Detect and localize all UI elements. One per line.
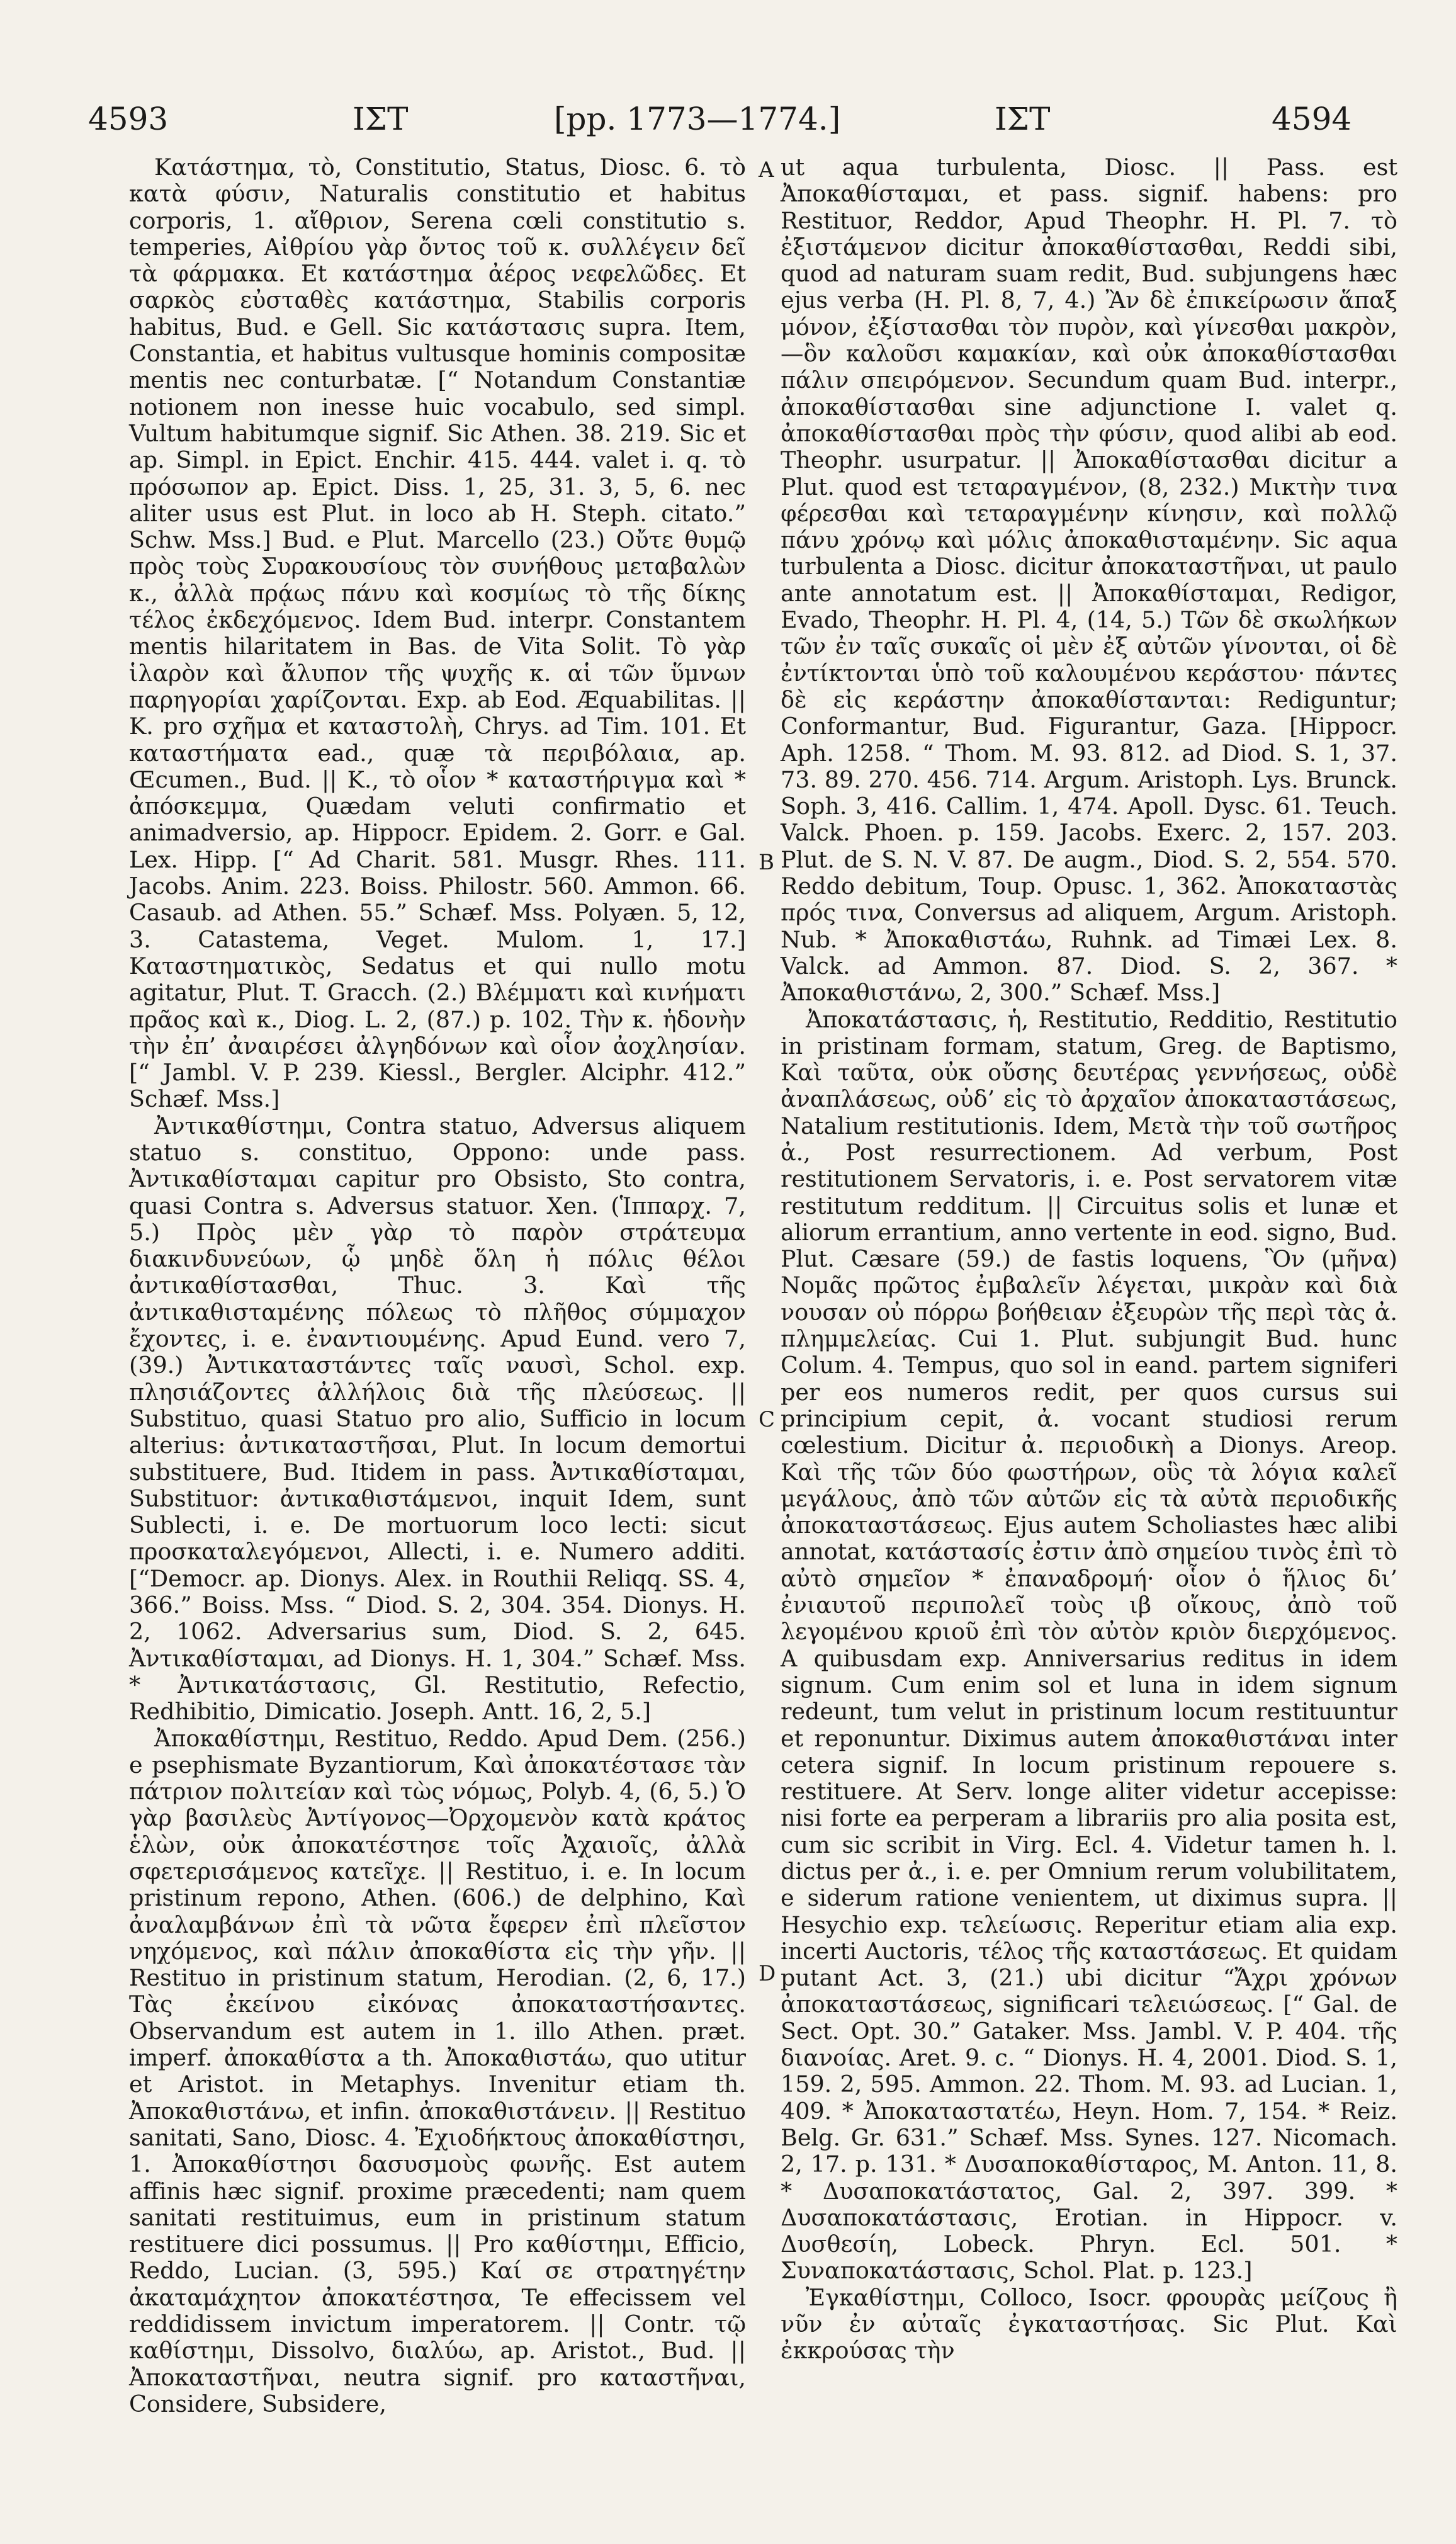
entry-apokatastasis: Ἀποκατάστασις, ἡ, Restitutio, Redditio, Restitutio in pristinam formam, statum, Greg. de Baptismo, Καὶ ταῦτα, οὐκ οὔσης δευτέρας γεννήσεως, οὐδὲ ἀναπλάσεως, οὐδ’ εἰς τὸ ἀρχαῖον ἀποκαταστάσεως, Natalium restitutionis. Idem, Μετὰ τὴν τοῦ σωτῆρος ἀ., Post resurrectionem. Ad verbum, Post restitutionem Servatoris, i. e. Post servatorem vitæ restitutum redditum. || Circuitus solis et lunæ et aliorum errantium, anno vertente in eod. signo, Bud. Plut. Cæsare (59.) de fastis loquens, Ὃν (μῆνα) Νομᾶς πρῶτος ἐμβαλεῖν λέγεται, μικρὰν καὶ διὰ νουσαν οὐ πόρρω βοήθειαν ἐξευρὼν τῆς περὶ τὰς ἀ. πλημμελείας. Cui 1. Plut. subjungit Bud. hunc Colum. 4. Tempus, quo sol in eand. partem signiferi per eos numeros redit, per quos cursus sui principium cepit, ἀ. vocant studiosi rerum cœlestium. Dicitur ἀ. περιοδικὴ a Dionys. Areop. Καὶ τῆς τῶν δύο φωστήρων, οὓς τὰ λόγια καλεῖ μεγάλους, ἀπὸ τῶν αὐτῶν εἰς τὰ αὐτὰ περιοδικῆς ἀποκαταστάσεως. Ejus autem Scholiastes hæc alibi annotat, κατάστασίς ἐστιν ἀπὸ σημείου τινὸς ἐπὶ τὸ αὐτὸ σημεῖον * ἐπαναδρομή· οἷον ὁ ἥλιος δι’ ἐνιαυτοῦ περιπολεῖ τοὺς ιβ οἴκους, ἀπὸ τοῦ λεγομένου κριοῦ ἐπὶ τὸν αὐτὸν κριὸν διερχόμενος. A quibusdam exp. Anniversarius reditus in idem signum. Cum enim sol et luna in idem signum redeunt, tum velut in pristinum locum restituuntur et reponuntur. Diximus autem ἀποκαθιστάναι inter cetera signif. In locum pristinum repouere s. restituere. At Serv. longe aliter videtur accepisse: nisi forte ea perperam a librariis pro alia posita est, cum sic scribit in Virg. Ecl. 4. Videtur tamen h. l. dictus per ἀ., i. e. per Omnium rerum volubilitatem, e siderum ratione venientem, ut diximus supra. || Hesychio exp. τελείωσις. Reperitur etiam alia exp. incerti Auctoris, τέλος τῆς καταστάσεως. Et quidam putant Act. 3, (21.) ubi dicitur “Ἄχρι χρόνων ἀποκαταστάσεως, significari τελειώσεως. [“ Gal. de Sect. Opt. 30.” Gataker. Mss. Jambl. V. P. 404. τῆς διανοίας. Aret. 9. c. “ Dionys. H. 4, 2001. Diod. S. 1, 159. 2, 595. Ammon. 22. Thom. M. 93. ad Lucian. 1, 409. * Ἀποκαταστατέω, Heyn. Hom. 7, 154. * Reiz. Belg. Gr. 631.” Schæf. Mss. Synes. 127. Nicomach. 2, 17. p. 131. * Δυσαποκαθίσταρος, M. Anton. 11, 8. * Δυσαποκατάστατος, Gal. 2, 397. 399. * Δυσαποκατάστασις, Erotian. in Hippocr. v. Δυσθεσίη, Lobeck. Phryn. Ecl. 501. * Συναποκατάστασις, Schol. Plat. p. 123.] xyxy=(781,1005,1397,2285)
margin-letter-a: A xyxy=(759,157,774,183)
entry-antikathistemi: Ἀντικαθίστημι, Contra statuo, Adversus aliquem statuo s. constituo, Oppono: unde pass. Ἀντικαθίσταμαι capitur pro Obsisto, Sto contra, quasi Contra s. Adversus statuor. Xen. (Ἱππαρχ. 7, 5.) Πρὸς μὲν γὰρ τὸ παρὸν στράτευμα διακινδυνεύων, ᾧ μηδὲ ὅλη ἡ πόλις θέλοι ἀντικαθίστασθαι, Thuc. 3. Καὶ τῆς ἀντικαθισταμένης πόλεως τὸ πλῆθος σύμμαχον ἔχοντες, i. e. ἐναντιουμένης. Apud Eund. vero 7, (39.) Ἀντικαταστάντες ταῖς ναυσὶ, Schol. exp. πλησιάζοντες ἀλλήλοις διὰ τῆς πλεύσεως. || Substituo, quasi Statuo pro alio, Sufficio in locum alterius: ἀντικαταστῆσαι, Plut. In locum demortui substituere, Bud. Itidem in pass. Ἀντικαθίσταμαι, Substituor: ἀντικαθιστάμενοι, inquit Idem, sunt Sublecti, i. e. De mortuorum loco lecti: sicut προσκαταλεγόμενοι, Allecti, i. e. Numero additi. [“Democr. ap. Dionys. Alex. in Routhii Reliqq. SS. 4, 366.” Boiss. Mss. “ Diod. S. 2, 304. 354. Dionys. H. 2, 1062. Adversarius sum, Diod. S. 2, 645. Ἀντικαθίσταμαι, ad Dionys. H. 1, 304.” Schæf. Mss. * Ἀντικατάστασις, Gl. Restitutio, Refectio, Redhibitio, Dimicatio. Joseph. Antt. 16, 2, 5.] xyxy=(129,1112,746,1726)
margin-letter-c: C xyxy=(759,1407,776,1432)
entry-katastema: Κατάστημα, τὸ, Constitutio, Status, Diosc. 6. τὸ κατὰ φύσιν, Naturalis constitutio et habitus corporis, 1. αἴθριον, Serena cœli constitutio s. temperies, Αἰθρίου γὰρ ὄντος τοῦ κ. συλλέγειν δεῖ τὰ φάρμακα. Et κατάστημα ἀέρος νεφελῶδες. Et σαρκὸς εὐσταθὲς κατάστημα, Stabilis corporis habitus, Bud. e Gell. Sic κατάστασις supra. Item, Constantia, et habitus vultusque hominis compositæ mentis nec conturbatæ. [“ Notandum Constantiæ notionem non inesse huic vocabulo, sed simpl. Vultum habitumque signif. Sic Athen. 38. 219. Sic et ap. Simpl. in Epict. Enchir. 415. 444. valet i. q. τὸ πρόσωπον ap. Epict. Diss. 1, 25, 31. 3, 5, 6. nec aliter usus est Plut. in loco ab H. Steph. citato.” Schw. Mss.] Bud. e Plut. Marcello (23.) Οὔτε θυμῷ πρὸς τοὺς Συρακουσίους τὸν συνήθους μεταβαλὼν κ., ἀλλὰ πρᾴως πάνυ καὶ κοσμίως τὸ τῆς δίκης τέλος ἐκδεχόμενος. Idem Bud. interpr. Constantem mentis hilaritatem in Bas. de Vita Solit. Τὸ γὰρ ἱλαρὸν καὶ ἄλυπον τῆς ψυχῆς κ. αἱ τῶν ὕμνων παρηγορίαι χαρίζονται. Exp. ab Eod. Æquabilitas. || Κ. pro σχῆμα et καταστολὴ, Chrys. ad Tim. 101. Et καταστήματα ead., quæ τὰ περιβόλαια, ap. Œcumen., Bud. || Κ., τὸ οἷον * καταστήριγμα καὶ * ἀπόσκεμμα, Quædam veluti confirmatio et animadversio, ap. Hippocr. Epidem. 2. Gorr. e Gal. Lex. Hipp. [“ Ad Charit. 581. Musgr. Rhes. 111. Jacobs. Anim. 223. Boiss. Philostr. 560. Ammon. 66. Casaub. ad Athen. 55.” Schæf. Mss. Polyæn. 5, 12, 3. Catastema, Veget. Mulom. 1, 17.] Καταστηματικὸς, Sedatus et qui nullo motu agitatur, Plut. T. Gracch. (2.) Βλέμματι καὶ κινήματι πρᾶος καὶ κ., Diog. L. 2, (87.) p. 102. Τὴν κ. ἡδονὴν τὴν ἐπ’ ἀναιρέσει ἀλγηδόνων καὶ οἷον ἀοχλησίαν. [“ Jambl. V. P. 239. Kiessl., Bergler. Alciphr. 412.” Schæf. Mss.] xyxy=(129,154,746,1113)
left-running-head: ΙΣΤ xyxy=(353,101,409,137)
right-running-head: ΙΣΤ xyxy=(995,101,1051,137)
entry-apokathistemi-continued: ut aqua turbulenta, Diosc. || Pass. est Ἀποκαθίσταμαι, et pass. signif. habens: pro Restituor, Reddor, Apud Theophr. H. Pl. 7. τὸ ἐξιστάμενον dicitur ἀποκαθίστασθαι, Reddi sibi, quod ad naturam suam redit, Bud. subjungens hæc ejus verba (H. Pl. 8, 7, 4.) Ἂν δὲ ἐπικείρωσιν ἅπαξ μόνον, ἐξίστασθαι τὸν πυρὸν, καὶ γίνεσθαι μακρὸν,—ὃν καλοῦσι καμακίαν, καὶ οὐκ ἀποκαθίστασθαι πάλιν σπειρόμενον. Secundum quam Bud. interpr., ἀποκαθίστασθαι sine adjunctione I. valet q. ἀποκαθίστασθαι πρὸς τὴν φύσιν, quod alibi ab eod. Theophr. usurpatur. || Ἀποκαθίστασθαι dicitur a Plut. quod est τεταραγμένον, (8, 232.) Μικτὴν τινα φέρεσθαι καὶ τεταραγμένην κίνησιν, καὶ πολλῷ πάνυ χρόνῳ καὶ μόλις ἀποκαθισταμένην. Sic aqua turbulenta a Diosc. dicitur ἀποκαταστῆναι, ut paulo ante annotatum est. || Ἀποκαθίσταμαι, Redigor, Evado, Theophr. H. Pl. 4, (14, 5.) Τῶν δὲ σκωλήκων τῶν ἐν ταῖς συκαῖς οἱ μὲν ἐξ αὐτῶν γίνονται, οἱ δὲ ἐντίκτονται ὑπὸ τοῦ καλουμένου κεράστου· πάντες δὲ εἰς κεράστην ἀποκαθίστανται: Rediguntur; Conformantur, Bud. Figurantur, Gaza. [Hippocr. Aph. 1258. “ Thom. M. 93. 812. ad Diod. S. 1, 37. 73. 89. 270. 456. 714. Argum. Aristoph. Lys. Brunck. Soph. 3, 416. Callim. 1, 474. Apoll. Dysc. 61. Teuch. Valck. Phoen. p. 159. Jacobs. Exerc. 2, 157. 203. Plut. de S. N. V. 87. De augm., Diod. S. 2, 554. 570. Reddo debitum, Toup. Opusc. 1, 362. Ἀποκαταστὰς πρός τινα, Conversus ad aliquem, Argum. Aristoph. Nub. * Ἀποκαθιστάω, Ruhnk. ad Timæi Lex. 8. Valck. ad Ammon. 87. Diod. S. 2, 367. * Ἀποκαθιστάνω, 2, 300.” Schæf. Mss.] xyxy=(781,154,1397,1007)
right-column xyxy=(781,154,1397,2365)
entry-apokathistemi: Ἀποκαθίστημι, Restituo, Reddo. Apud Dem. (256.) e psephismate Byzantiorum, Καὶ ἀποκατέστασε τὰν πάτριον πολιτείαν καὶ τὼς νόμως, Polyb. 4, (6, 5.) Ὁ γὰρ βασιλεὺς Ἀντίγονος—Ὀρχομενὸν κατὰ κράτος ἑλὼν, οὐκ ἀποκατέστησε τοῖς Ἀχαιοῖς, ἀλλὰ σφετερισάμενος κατεῖχε. || Restituo, i. e. In locum pristinum repono, Athen. (606.) de delphino, Καὶ ἀναλαμβάνων ἐπὶ τὰ νῶτα ἔφερεν ἐπὶ πλεῖστον νηχόμενος, καὶ πάλιν ἀποκαθίστα εἰς τὴν γῆν. || Restituo in pristinum statum, Herodian. (2, 6, 17.) Τὰς ἐκείνου εἰκόνας ἀποκαταστήσαντες. Observandum est autem in 1. illo Athen. præt. imperf. ἀποκαθίστα a th. Ἀποκαθιστάω, quo utitur et Aristot. in Metaphys. Invenitur etiam th. Ἀποκαθιστάνω, et infin. ἀποκαθιστάνειν. || Restituo sanitati, Sano, Diosc. 4. Ἐχιοδήκτους ἀποκαθίστησι, 1. Ἀποκαθίστησι δασυσμοὺς φωνῆς. Est autem affinis hæc signif. proxime præcedenti; nam quem sanitati restituimus, eum in pristinum statum restituere dici possumus. || Pro καθίστημι, Efficio, Reddo, Lucian. (3, 595.) Καί σε στρατηγέτην ἀκαταμάχητον ἀποκατέστησα, Te effecissem vel reddidissem invictum imperatorem. || Contr. τῷ καθίστημι, Dissolvo, διαλύω, ap. Aristot., Bud. || Ἀποκαταστῆναι, neutra signif. pro καταστῆναι, Considere, Subsidere, xyxy=(129,1724,746,2417)
margin-letter-d: D xyxy=(759,1961,776,1986)
entry-enkathistemi: Ἐγκαθίστημι, Colloco, Isocr. φρουρὰς μείζους ἢ νῦν ἐν αὐταῖς ἐγκαταστήσας. Sic Plut. Καὶ ἐκκρούσας τὴν xyxy=(781,2283,1397,2365)
left-column xyxy=(129,154,746,2417)
right-column-number: 4594 xyxy=(1272,101,1352,137)
left-column-number: 4593 xyxy=(88,101,169,137)
margin-letter-b: B xyxy=(759,850,774,875)
page-range: [pp. 1773—1774.] xyxy=(554,101,841,137)
page-header xyxy=(0,101,1456,157)
